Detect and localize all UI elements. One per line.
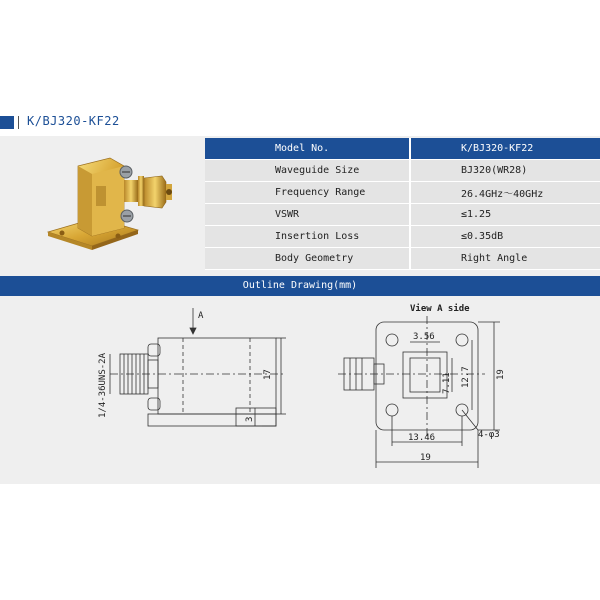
dim-height: 17 xyxy=(263,369,273,380)
spec-label: Model No. xyxy=(205,138,410,159)
view-a-title: View A side xyxy=(410,304,470,314)
outline-drawing-bar: Outline Drawing(mm) xyxy=(0,276,600,296)
spec-label: Insertion Loss xyxy=(205,225,410,247)
dim-flange: 3 xyxy=(245,416,255,422)
spec-value: 26.4GHz～40GHz xyxy=(410,181,600,203)
spec-label: VSWR xyxy=(205,203,410,225)
spec-label: Body Geometry xyxy=(205,247,410,269)
spec-value: ≤1.25 xyxy=(410,203,600,225)
spec-row xyxy=(205,159,600,181)
title-marker xyxy=(0,116,14,129)
spec-label: Waveguide Size xyxy=(205,159,410,181)
section-title-bar xyxy=(0,112,600,132)
dim-top: 3.56 xyxy=(413,332,435,342)
spec-row xyxy=(205,203,600,225)
hole-spec: 4-φ3 xyxy=(478,430,500,440)
spec-label: Frequency Range xyxy=(205,181,410,203)
product-image xyxy=(0,136,204,276)
thread-spec: 1/4-36UNS-2A xyxy=(98,352,108,418)
spec-row xyxy=(205,181,600,203)
dim-inner-height: 7.11 xyxy=(442,372,452,394)
dim-total-height: 19 xyxy=(496,369,506,380)
outline-drawing-area xyxy=(0,296,600,484)
spec-value: Right Angle xyxy=(410,247,600,269)
spec-row xyxy=(205,225,600,247)
view-arrow-label: A xyxy=(198,311,204,321)
spec-row xyxy=(205,247,600,269)
dim-hole-offset: 13.46 xyxy=(408,433,436,443)
spec-table xyxy=(205,138,600,270)
section-title: K/BJ320-KF22 xyxy=(27,114,120,128)
spec-value: K/BJ320-KF22 xyxy=(410,138,600,159)
title-separator xyxy=(18,116,19,129)
dim-total-width: 19 xyxy=(420,453,431,463)
spec-value: ≤0.35dB xyxy=(410,225,600,247)
dim-height-12-7: 12.7 xyxy=(461,366,471,388)
spec-table-header xyxy=(205,138,600,159)
outline-drawing xyxy=(0,296,600,484)
spec-value: BJ320(WR28) xyxy=(410,159,600,181)
